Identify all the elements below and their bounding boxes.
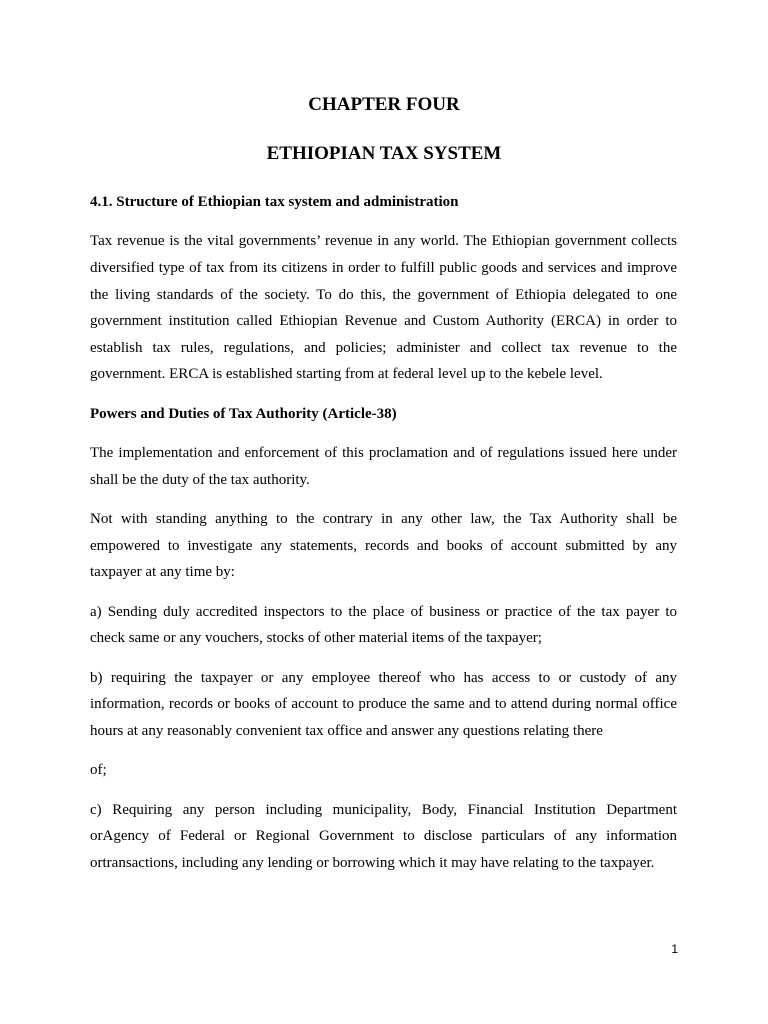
powers-paragraph-investigate: Not with standing anything to the contrary in any other law, the Tax Authority shall be empowered to investigate any statements, records and books of account submitted by any taxpayer at any time by: — [90, 511, 677, 581]
document-body — [90, 189, 677, 889]
powers-paragraph-intro: The implementation and enforcement of this proclamation and of regulations issued here under shall be the duty of the tax authority. — [90, 445, 677, 488]
page-number: 1 — [671, 942, 678, 956]
chapter-title: ETHIOPIAN TAX SYSTEM — [266, 143, 502, 164]
section-paragraph: Tax revenue is the vital governments’ revenue in any world. The Ethiopian government collects diversified type of tax from its citizens in order to fulfill public goods and services and improve the living standards of the society. To do this, the government of Ethiopia delegated to one government institution called Ethiopian Revenue and Custom Authority (ERCA) in order to establish tax rules, regulations, and policies; administer and collect tax revenue to the government. ERCA is established starting from at federal level up to the kebele level. — [90, 233, 677, 383]
powers-item-a: a) Sending duly accredited inspectors to the place of business or practice of the tax payer to check same or any vouchers, stocks of other material items of the taxpayer; — [90, 603, 677, 647]
powers-heading: Powers and Duties of Tax Authority (Article-38) — [90, 405, 397, 422]
powers-item-b: b) requiring the taxpayer or any employee thereof who has access to or custody of any information, records or books of account to produce the same and to attend during normal office hours at any reasonably convenient tax office and answer any questions relating there — [90, 669, 677, 739]
powers-item-b-continued: of; — [90, 762, 107, 779]
chapter-number: CHAPTER FOUR — [308, 94, 460, 115]
section-heading: 4.1. Structure of Ethiopian tax system and administration — [90, 194, 459, 210]
powers-item-c: c) Requiring any person including municipality, Body, Financial Institution Department orAgency of Federal or Regional Government to disclose particulars of any information ortransactions, including any lending or borrowing which it may have relating to the taxpayer. — [90, 801, 677, 871]
